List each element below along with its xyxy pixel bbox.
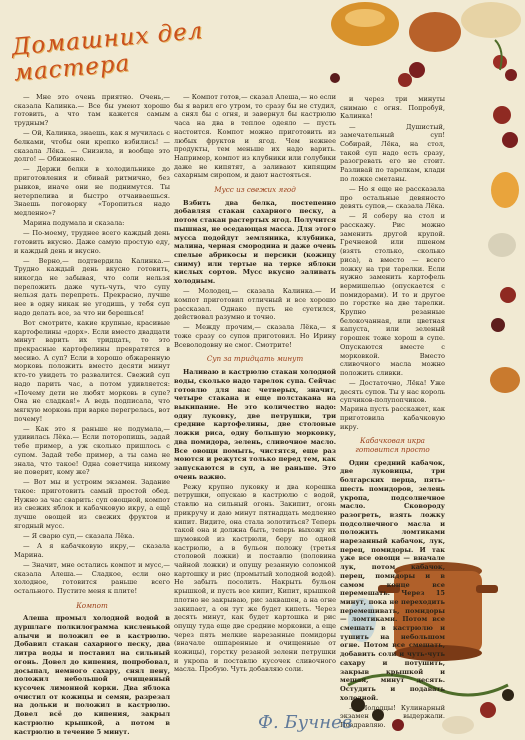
col1-paragraph: — Вот мы и устроим экзамен. Задание такое: приготовить самый простой обед. Нужно за час сварить: суп овощной, компот из свежих яблок и кабачковую икру, а ещё лучше овощей из свежих фруктов и ягодный мусс. (14, 478, 170, 530)
col1-paragraph: — А я кабачковую икру,— сказала Марина. (14, 542, 170, 559)
col3-paragraph: — Я соберу на стол и расскажу. Рис можно заменить другой крупой. Гречневой или пшеном (взять столько, сколько риса), а вместо — всего ложку на три тарелки. Если нужно заменить картофель вермишелью (опускается с помидорами). И то и другое по горстке на две тарелки. Крупно резанные белокочанная, или цветная капуста, или зеленый горошек тоже хорош в супе. Опускаются вместе с морковкой. Вместо сливочного масла можно положить сливки. (340, 212, 445, 377)
col2-paragraph: — Между прочим,— сказала Лёка,— я тоже сразу со супов приготовил. Но Ирину Всеволодовну не смог. Смотрите! (174, 323, 336, 349)
soup-heading: Суп за тридцать минут (206, 354, 304, 364)
col1-paragraph: Марина подумала и сказала: (23, 219, 125, 228)
col1-paragraph: — Я сварю суп,— сказала Лёка. (23, 531, 135, 540)
ikra-recipe: Один средний кабачок, две луковицы, три болгарских перца, пять-шесть помидоров, зелень укропа, подсолнечное масло. Сковороду разогреть, взять ложку подсолнечного масла и положить ломтиками нарезанный кабачок, лук, перец, помидоры. И так уже все овощи — вначале лук, потом кабачок, перец, помидоры и в самом конце все перемешать. Через 15 минут, пока не переходить перемешивать, помидоры — ломтиками. Потом все смешать в кастрюлю и тушить на небольшом огне. Потом все смешать, добавить соли и чуть-чуть сахару и потушить, закрыв крышкой и мешая, минут десять. Остудить и подавать холодной. (340, 458, 445, 702)
col3-paragraph: — Достаточно, Лёка! Уже десять супов. Ты у нас король супчиков-полупопчиков. Марина пусть расскажет, как приготовила кабачковую икру. (340, 379, 445, 431)
col1-paragraph: — Значит, мне остались компот и мусс,— сказала Алеша.— Сладкое, если оно холодное, готовится раньше всего остального. Пустите меня к плите! (14, 560, 170, 595)
col3-paragraph: и через три минуты снимаю с огня. Попробуй, Калинка! (340, 95, 445, 121)
page-title: Домашних дел мастера (10, 17, 205, 87)
col3-paragraph: — Молодцы! Кулинарный экзамен выдержали. Поздравляю. (340, 703, 445, 730)
col1-paragraph: — По-моему, труднее всего каждый день готовить вкусно. Даже самую простую еду, и каждый день и вкусно. (14, 229, 170, 255)
top-vegetables-illustration (295, 0, 525, 95)
col1-paragraph: — Верно,— подтвердила Калинка.— Трудно каждый день вкусно готовить, никогда не забывая, что соли нельзя переложить даже чуть-чуть, что супу нельзя дать перепреть. Прекрасно, лучше нее в одну никак не угодишь, у тебя суп надо делать все, за что ни берешься! (14, 256, 170, 317)
col1-paragraph: — Ой, Калинка, знаешь, как я мучилась с белками, чтобы они крепко взбились! — сказала Лёка. — Снизила, и вообще это долго! — Обиженно. (14, 129, 170, 164)
soup-recipe: Наливаю в кастрюлю стакан холодной воды, сколько надо тарелок супа. Сейчас готовлю для нас четверых, значит, четыре стакана и еще полстакана на выкипание. Не это количество надо: одну луковку, две петрушки, три средние картофелины, две столовые ложки риса, одну большую морковку, два помидора, зелень, сливочное масло. Все овощи помыть, чистятся, еще раз моются и режутся только перед тем, как запускаются в суп, а не раньше. Это очень важно. (174, 368, 336, 481)
artist-signature: Ф. Бучнев (258, 712, 353, 733)
col2-paragraph: — Компот готов,— сказал Алеша,— но если бы я варил его утром, то сразу бы не студил, а снял бы с огня, и завернул бы кастрюлю часа на два в теплое одеяло — пусть настоится. Компот можно приготовить из любых фруктов и ягод. Чем нежнее продукты, тем меньше их надо варить. Например, компот из клубники или голубики даже не кипятят, а заливают кипящим сахарным сиропом, и дают настояться. (174, 93, 336, 180)
column-1 (14, 93, 170, 735)
col2-paragraph: Режу крупно луковку и два корешка петрушки, опускаю в кастрюлю с водой, ставлю на сильный огонь. Закипит, огонь прикручу и даю минут пятнадцать медленно кипит. Видите, она стала золотиться? Теперь такой она и должна быть, теперь выхожу их шумовкой из кастрюли, беру по одной кастрюлю, а в бульон положу (третья столовой ложки) и поставлю (половина чайной ложки) и опущу резанную соломкой картошку и рис (промытый холодной водой). Не забыть посолить. Накрыть бульон крышкой, и пусть все кипит, Кипит, крышкой плотно не закрываю, рис заквашен, а на огне закипает, а он тут же будет кипеть. Через десять минут, как будет картошка и рис опущу туда еще две средние морковки, а еще через пять мелкие нарезанные помидоры (вначале ошпаренные и очищенные от кожицы), горстку резаной зелени петрушки и укропа и поставлю кусочек сливочного масла. Пробую. Чуть добавляю соли. (174, 482, 336, 674)
col1-paragraph: — Держи белки в холодильнике до приготовления и сбивай ритмично, без рывков, иначе они не поднимутся. Ты нетерпелива и быстро отчаиваешься. Знаешь поговорку «Торопиться надо медленно»? (14, 165, 170, 217)
col1-paragraph: Вот смотрите, какие крупные, красивые картофелины «дорх». Если вместо двадцати минут варить их тридцать, то это прекрасные картофелины превратятся в месиво. А суп? Если в хорошо обжаренную морковь положить вместо десяти минут кто-то увидеть то развалится. Свежий суп надо парить час, а потом удивляется: «Почему дети не любят морковь в супе? Она не сладкая!» А ведь подписала, что мягкую морковь при варке перегрелась, вот почему! (14, 318, 170, 423)
column-2 (174, 93, 336, 735)
column-3 (340, 95, 512, 730)
ikra-heading: Кабачковая икра готовится просто (355, 436, 430, 454)
col2-paragraph: — Молодец,— сказала Калинка.— И компот приготовил отличный и все хорошо рассказал. Однако пусть не суетился, действовал разумно и точно. (174, 287, 336, 322)
col3-paragraph: — Но я еще не рассказала про остальные девяносто девять супов,— сказала Лёка. (340, 184, 445, 211)
col1-paragraph: — Мне это очень приятно. Очень,— сказала Калинка.— Все бы умеют хорошо готовить, а что там кажется самым трудным? (14, 93, 170, 128)
col3-paragraph: — Душистый, замечательный суп! Собирай, Лёка, на стол, такой суп надо есть сразу, разогревать его не стоит. Разливай по тарелкам, клади по ложке сметаны. (340, 122, 445, 183)
compote-heading: Компот (76, 600, 108, 610)
col1-paragraph: — Как это я раньше не подумала,— удивилась Лёка.— Если поторопишь, задай тебе пример, а уж сколько пришлось с супом. Задай тебе пример, а ты сама не знала, что такое! Одна советчица никому не поверит, кому же? (14, 424, 170, 477)
compote-recipe: Алеша промыл холодной водой в дуршлаге полкилограмма кисленькой алычи и положил ее в кастрюлю. Добавил стакан сахарного песку, два литра воды и поставил на сильный огонь. Довел до кипения, попробовал, досыпал, немного сахару, снял пену, положил небольшой очищенный кусочек лимонной корки. Два яблока очистил от кожицы и семян, разрезал на дольки и положил в кастрюлю. Довел всё до кипения, закрыл кастрюлю крышкой, а потом в кастрюлю в течение 5 минут. (14, 614, 170, 736)
mousse-heading: Мусс из свежих ягод (214, 185, 296, 195)
mousse-recipe: Взбить два белка, постепенно добавляя стакан сахарного песку, а потом стакан растертых ягод. Получится пышная, не оседающая масса. Для этого мусса подойдут земляника, клубника, малина, черная смородина и даже очень спелые абрикосы и персики (кожицу сниму) или тертые на терке яблоки кислых сортов. Мусс вкусно заливать холодным. (174, 198, 336, 286)
